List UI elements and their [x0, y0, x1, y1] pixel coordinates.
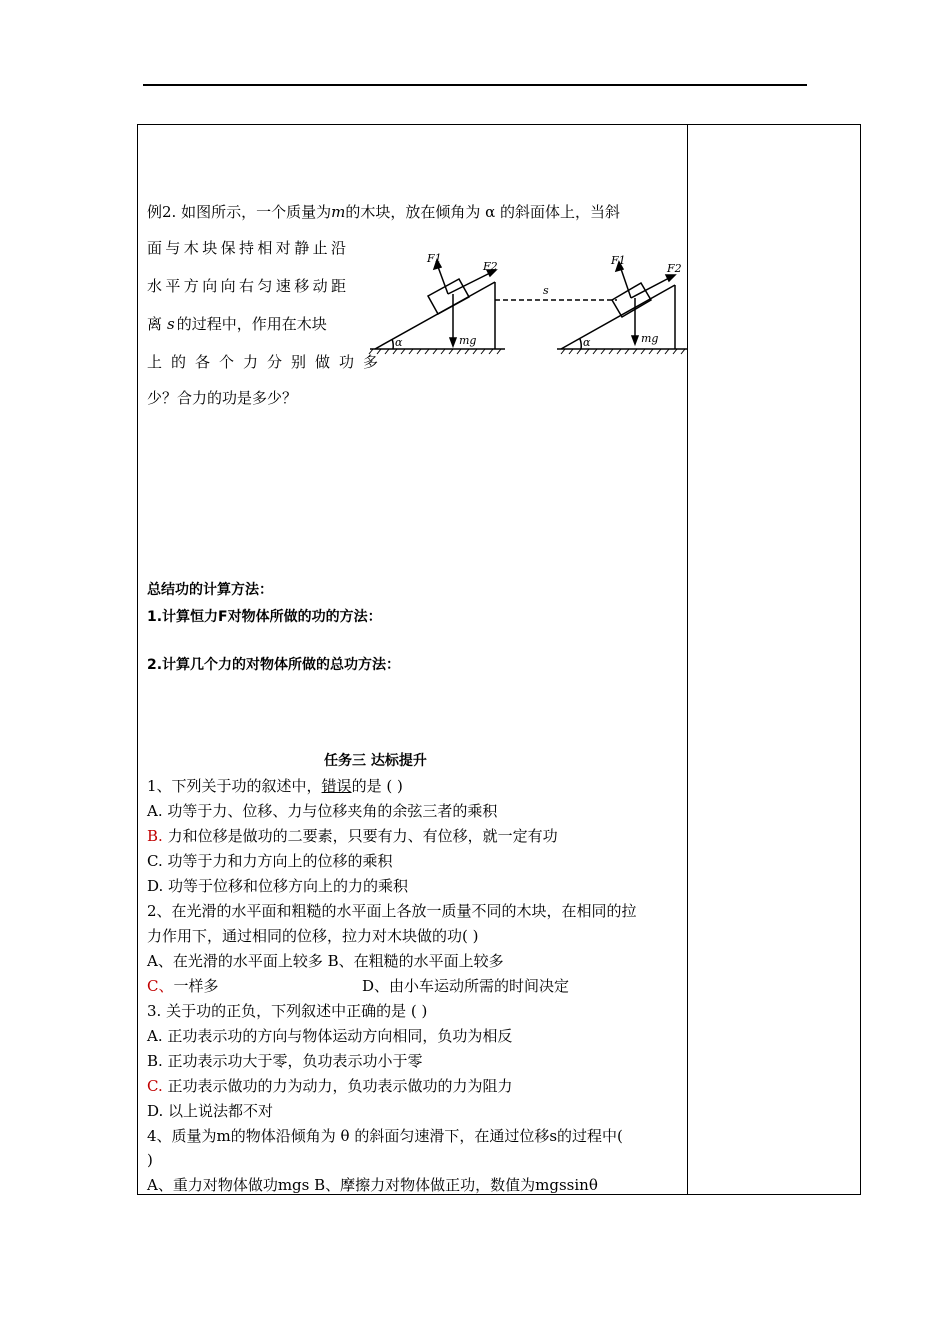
- incline-diagram: [365, 242, 687, 360]
- diagram-label-s: s: [543, 284, 549, 297]
- summary-item-2: 2.计算几个力的对物体所做的总功方法：: [147, 657, 401, 673]
- q4-options-ab: A、重力对物体做功mgs B、摩擦力对物体做正功，数值为mgssinθ: [147, 1176, 598, 1194]
- example2-line1: 例2. 如图所示，一个质量为m的木块，放在倾角为 α 的斜面体上，当斜: [147, 203, 620, 221]
- q3-option-c: C. 正功表示做功的力为动力，负功表示做功的力为阻力: [147, 1077, 513, 1095]
- q2-option-c: C、一样多: [147, 977, 219, 995]
- q3-option-b: B. 正功表示功大于零，负功表示功小于零: [147, 1052, 423, 1070]
- q2-stem-line1: 2、在光滑的水平面和粗糙的水平面上各放一质量不同的木块，在相同的拉: [147, 902, 637, 920]
- table-column-divider: [687, 124, 688, 1195]
- example2-wrap-line: 水平方向向右匀速移动距: [147, 277, 350, 295]
- q2-option-d: D、由小车运动所需的时间决定: [362, 977, 570, 995]
- diagram-label-f1: F1: [427, 252, 442, 265]
- q1-stem: 1、下列关于功的叙述中，错误的是 ( ): [147, 777, 403, 795]
- q3-option-a: A. 正功表示功的方向与物体运动方向相同，负功为相反: [147, 1027, 513, 1045]
- summary-title: 总结功的计算方法：: [147, 582, 273, 598]
- diagram-label-alpha: α: [583, 336, 591, 349]
- diagram-label-f2: F2: [667, 262, 682, 275]
- q1-option-a: A. 功等于力、位移、力与位移夹角的余弦三者的乘积: [147, 802, 498, 820]
- diagram-label-mg: mg: [459, 334, 477, 347]
- q4-stem-line2: ): [147, 1151, 153, 1169]
- q1-option-d: D. 功等于位移和位移方向上的力的乘积: [147, 877, 409, 895]
- diagram-label-f1: F1: [611, 254, 626, 267]
- q1-option-b: B. 力和位移是做功的二要素，只要有力、有位移，就一定有功: [147, 827, 558, 845]
- q4-stem-line1: 4、质量为m的物体沿倾角为 θ 的斜面匀速滑下，在通过位移s的过程中(: [147, 1127, 623, 1145]
- diagram-label-f2: F2: [483, 260, 498, 273]
- example2-wrap-line: 少？合力的功是多少？: [147, 389, 298, 407]
- q3-stem: 3. 关于功的正负，下列叙述中正确的是 ( ): [147, 1002, 428, 1020]
- header-rule: [143, 84, 807, 86]
- task3-title: 任务三 达标提升: [324, 753, 427, 769]
- q1-option-c: C. 功等于力和力方向上的位移的乘积: [147, 852, 393, 870]
- diagram-label-mg: mg: [641, 332, 659, 345]
- example2-wrap-line: 面与木块保持相对静止沿: [147, 239, 350, 257]
- example2-wrap-line: 上的各个力分别做功多: [147, 353, 388, 371]
- q2-stem-line2: 力作用下，通过相同的位移，拉力对木块做的功( ): [147, 927, 479, 945]
- example2-wrap-line: 离 s 的过程中，作用在木块: [147, 315, 327, 333]
- q2-options-ab: A、在光滑的水平面上较多 B、在粗糙的水平面上较多: [147, 952, 504, 970]
- q3-option-d: D. 以上说法都不对: [147, 1102, 274, 1120]
- diagram-label-alpha: α: [395, 336, 403, 349]
- summary-item-1: 1.计算恒力F对物体所做的功的方法：: [147, 609, 382, 625]
